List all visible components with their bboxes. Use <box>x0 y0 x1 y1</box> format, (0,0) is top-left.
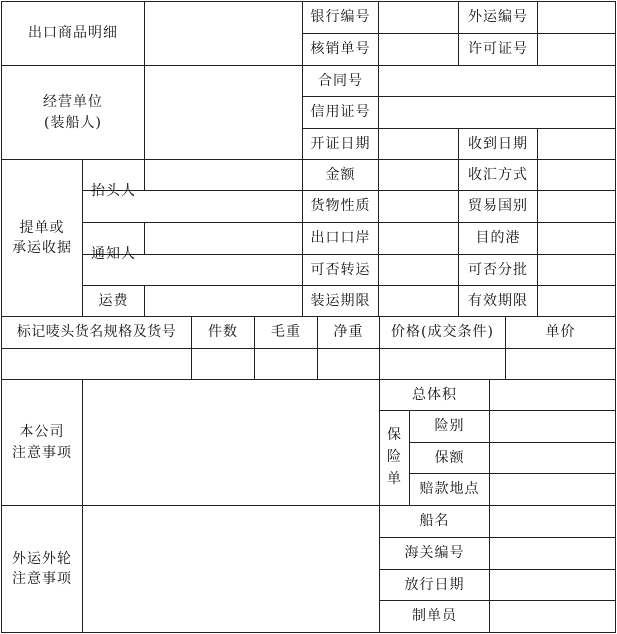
operator-label-line2: (装船人) <box>44 114 102 131</box>
partial-shipment-label: 可否分批 <box>468 261 528 278</box>
trade-country-field[interactable] <box>538 191 615 222</box>
total-volume-field[interactable] <box>490 380 615 410</box>
transshipment-field[interactable] <box>379 255 458 285</box>
export-port-label: 出口口岸 <box>310 230 371 247</box>
shipping-notes-label <box>2 506 82 632</box>
validity-label: 有效期限 <box>468 292 528 309</box>
release-date-field[interactable] <box>490 570 615 600</box>
remittance-label: 收汇方式 <box>468 166 528 183</box>
insurance-policy-char: 险 <box>387 449 402 466</box>
marks-goods-header: 标记唛头货名规格及货号 <box>16 324 177 341</box>
unit-price-header: 单价 <box>545 324 576 341</box>
notify-party-label: 通知人 <box>91 245 136 262</box>
customs-no-label: 海关编号 <box>404 545 465 562</box>
goods-nature-field[interactable] <box>379 191 458 222</box>
shipment-period-field[interactable] <box>379 286 458 316</box>
receipt-date-label: 收到日期 <box>468 135 528 152</box>
receipt-date-field[interactable] <box>538 129 615 159</box>
claims-place-field[interactable] <box>490 474 615 505</box>
release-date-label: 放行日期 <box>404 576 465 593</box>
insurance-policy-char: 保 <box>387 427 402 444</box>
customs-no-field[interactable] <box>490 538 615 569</box>
net-weight-header: 净重 <box>333 324 364 341</box>
shipping-no-field[interactable] <box>538 2 615 33</box>
unit-price-field[interactable] <box>506 349 615 379</box>
shipping-notes-field[interactable] <box>83 506 379 632</box>
operator-label-line1: 经营单位 <box>43 94 103 111</box>
bill-of-lading-line2: 承运收据 <box>12 240 72 256</box>
shipping-notes-line2: 注意事项 <box>12 571 72 587</box>
issue-date-label: 开证日期 <box>310 135 371 152</box>
claims-place-label: 赔款地点 <box>419 481 480 498</box>
goods-nature-label: 货物性质 <box>310 198 371 215</box>
insured-amount-field[interactable] <box>490 443 615 473</box>
price-terms-field[interactable] <box>380 349 505 379</box>
issue-date-field[interactable] <box>379 129 458 159</box>
freight-label: 运费 <box>98 292 129 309</box>
company-notes-field[interactable] <box>83 380 379 505</box>
net-weight-field[interactable] <box>318 349 379 379</box>
contract-no-field[interactable] <box>379 66 615 96</box>
operator-label <box>2 66 144 159</box>
shipment-period-label: 装运期限 <box>310 292 371 309</box>
preparer-label: 制单员 <box>412 608 457 625</box>
marks-goods-field[interactable] <box>2 349 191 379</box>
consignee-field[interactable] <box>145 160 302 222</box>
contract-no-label: 合同号 <box>318 72 363 89</box>
price-terms-header: 价格(成交条件) <box>391 324 494 341</box>
amount-field[interactable] <box>379 160 458 190</box>
amount-label: 金额 <box>325 166 356 183</box>
insurance-type-label: 险别 <box>434 418 465 435</box>
export-goods-detail-label: 出口商品明细 <box>28 25 118 42</box>
operator-field[interactable] <box>145 66 302 159</box>
verification-no-field[interactable] <box>379 34 458 65</box>
partial-shipment-field[interactable] <box>538 255 615 285</box>
bank-no-field[interactable] <box>379 2 458 33</box>
destination-port-field[interactable] <box>538 223 615 254</box>
total-volume-label: 总体积 <box>412 386 457 403</box>
shipping-notes-line1: 外运外轮 <box>12 550 72 567</box>
shipping-no-label: 外运编号 <box>468 9 528 26</box>
license-no-label: 许可证号 <box>468 41 528 58</box>
packages-field[interactable] <box>192 349 254 379</box>
trade-country-label: 贸易国别 <box>468 198 528 215</box>
packages-header: 件数 <box>208 324 238 341</box>
notify-party-field[interactable] <box>145 223 302 285</box>
insured-amount-label: 保额 <box>434 449 465 466</box>
insurance-policy-label <box>380 411 409 505</box>
lc-no-label: 信用证号 <box>310 104 371 121</box>
export-goods-detail-field[interactable] <box>145 2 302 65</box>
consignee-label: 抬头人 <box>91 182 136 199</box>
company-notes-label <box>2 380 82 505</box>
company-notes-line2: 注意事项 <box>12 444 72 461</box>
gross-weight-field[interactable] <box>255 349 317 379</box>
bill-of-lading-label <box>2 160 82 316</box>
company-notes-line1: 本公司 <box>19 424 65 441</box>
transshipment-label: 可否转运 <box>310 261 371 278</box>
validity-field[interactable] <box>538 286 615 316</box>
license-no-field[interactable] <box>538 34 615 65</box>
destination-port-label: 目的港 <box>475 230 521 247</box>
gross-weight-header: 毛重 <box>271 324 301 341</box>
vessel-name-field[interactable] <box>490 506 615 537</box>
verification-no-label: 核销单号 <box>310 41 371 58</box>
insurance-type-field[interactable] <box>490 411 615 442</box>
insurance-policy-char: 单 <box>387 470 402 487</box>
remittance-field[interactable] <box>538 160 615 190</box>
freight-field[interactable] <box>145 286 302 316</box>
bank-no-label: 银行编号 <box>310 9 371 26</box>
export-port-field[interactable] <box>379 223 458 254</box>
lc-no-field[interactable] <box>379 97 615 128</box>
bill-of-lading-line1: 提单或 <box>19 219 65 236</box>
vessel-name-label: 船名 <box>419 513 450 530</box>
preparer-field[interactable] <box>490 601 615 632</box>
